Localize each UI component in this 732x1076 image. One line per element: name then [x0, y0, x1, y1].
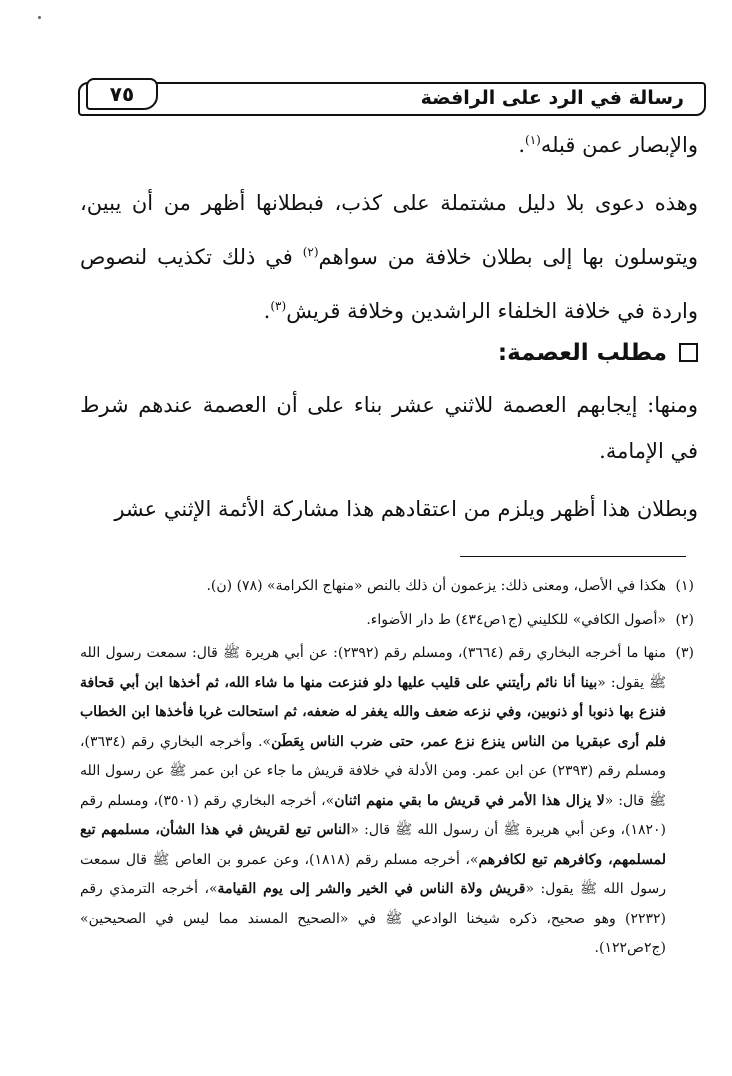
- page-speck: [38, 16, 41, 19]
- footnote-number: (٣): [675, 645, 694, 661]
- footnote-text: «أصول الكافي» للكليني (ج١ص٤٣٤) ط دار الأضواء.: [366, 611, 666, 628]
- footnote-text: [80, 639, 666, 964]
- body-line-1-end: .: [518, 133, 526, 157]
- page-number: ٧٥: [86, 78, 158, 110]
- hadith-quote: الناس تبع لقريش في هذا الشأن، مسلمهم تبع لمسلمهم، وكافرهم تبع لكافرهم: [80, 822, 666, 868]
- footnote-ref-3: (٣): [270, 299, 287, 313]
- body-text: [80, 118, 698, 338]
- footnote-1: [80, 572, 694, 602]
- footnote-number: (٢): [675, 611, 694, 628]
- footnote-divider: [460, 556, 686, 557]
- body-paragraph-2-text-a: وهذه دعوى بلا دليل مشتملة على كذب، فبطلانها أظهر من أن يبين، ويتوسلون بها إلى بطلان خلافة من سواهم: [80, 191, 698, 269]
- section-heading: [498, 340, 698, 366]
- body-line-1-text: والإبصار عمن قبله: [540, 133, 698, 157]
- section-body: [80, 382, 698, 544]
- body-paragraph-2: [80, 176, 698, 338]
- running-header: [78, 82, 706, 116]
- footnote-ref-1: (١): [525, 133, 541, 147]
- footnotes: [80, 572, 694, 968]
- body-line-1: [80, 118, 698, 172]
- header-title: رسالة في الرد على الرافضة: [420, 87, 684, 109]
- footnote-3: [80, 639, 694, 964]
- hadith-quote: لا يزال هذا الأمر في قريش ما بقي منهم اثنان: [334, 792, 605, 809]
- section-paragraph-2: وبطلان هذا أظهر ويلزم من اعتقادهم هذا مشاركة الأئمة الإثني عشر: [114, 497, 698, 521]
- footnote-ref-2: (٢): [302, 245, 319, 259]
- footnote-text: هكذا في الأصل، ومعنى ذلك: يزعمون أن ذلك بالنص «منهاج الكرامة» (٧٨) (ن).: [206, 578, 666, 594]
- footnote-3-part: »، أخرجه الترمذي رقم (٢٢٣٢) وهو صحيح، ذكره شيخنا الوادعي ﷺ في «الصحيح المسند مما ليس في الصحيحين» (ج٢ص١٢٢).: [80, 881, 666, 956]
- footnote-number: (١): [675, 578, 694, 594]
- footnote-3-part: ». وأخرجه البخاري رقم (٣٦٣٤)، ومسلم رقم (٢٣٩٣) عن ابن عمر. ومن الأدلة في خلافة قريش ما جاء عن ابن عمر ﷺ عن رسول الله ﷺ قال: «: [80, 733, 666, 809]
- section-heading-text: مطلب العصمة:: [497, 340, 667, 366]
- footnote-2: [80, 606, 694, 636]
- hadith-quote: قريش ولاة الناس في الخير والشر إلى يوم القيامة: [217, 881, 526, 897]
- footnote-3-part: منها ما أخرجه البخاري رقم (٣٦٦٤)، ومسلم رقم (٢٣٩٢): عن أبي هريرة ﷺ قال: سمعت رسول الله ﷺ يقول: «: [80, 645, 667, 691]
- body-paragraph-2-end: .: [263, 299, 271, 323]
- body-paragraph-2-text-b: في ذلك تكذيب لنصوص واردة في خلافة الخلفاء الراشدين وخلافة قريش: [80, 245, 698, 323]
- hadith-quote: بينا أنا نائم رأيتني على قليب عليها دلو فنزعت منها ما شاء الله، ثم أخذها ابن أبي قحافة فنزع بها ذنوبا أو ذنوبين، وفي نزعه ضعف والله يغفر له ضعفه، ثم استحالت غربا فأخذها ابن الخطاب فلم أرى عبقريا من الناس ينزع نزع عمر، حتى ضرب الناس بِعَطَن: [80, 674, 666, 750]
- footnote-3-part: »، أخرجه مسلم رقم (١٨١٨)، وعن عمرو بن العاص ﷺ قال سمعت رسول الله ﷺ يقول: «: [80, 851, 666, 897]
- section-paragraph-1: ومنها: إيجابهم العصمة للاثني عشر بناء على أن العصمة عندهم شرط في الإمامة.: [80, 393, 698, 463]
- footnote-3-part: »، أخرجه البخاري رقم (٣٥٠١)، ومسلم رقم (١٨٢٠)، وعن أبي هريرة ﷺ أن رسول الله ﷺ قال: «: [80, 792, 667, 838]
- square-bullet-icon: [679, 343, 698, 362]
